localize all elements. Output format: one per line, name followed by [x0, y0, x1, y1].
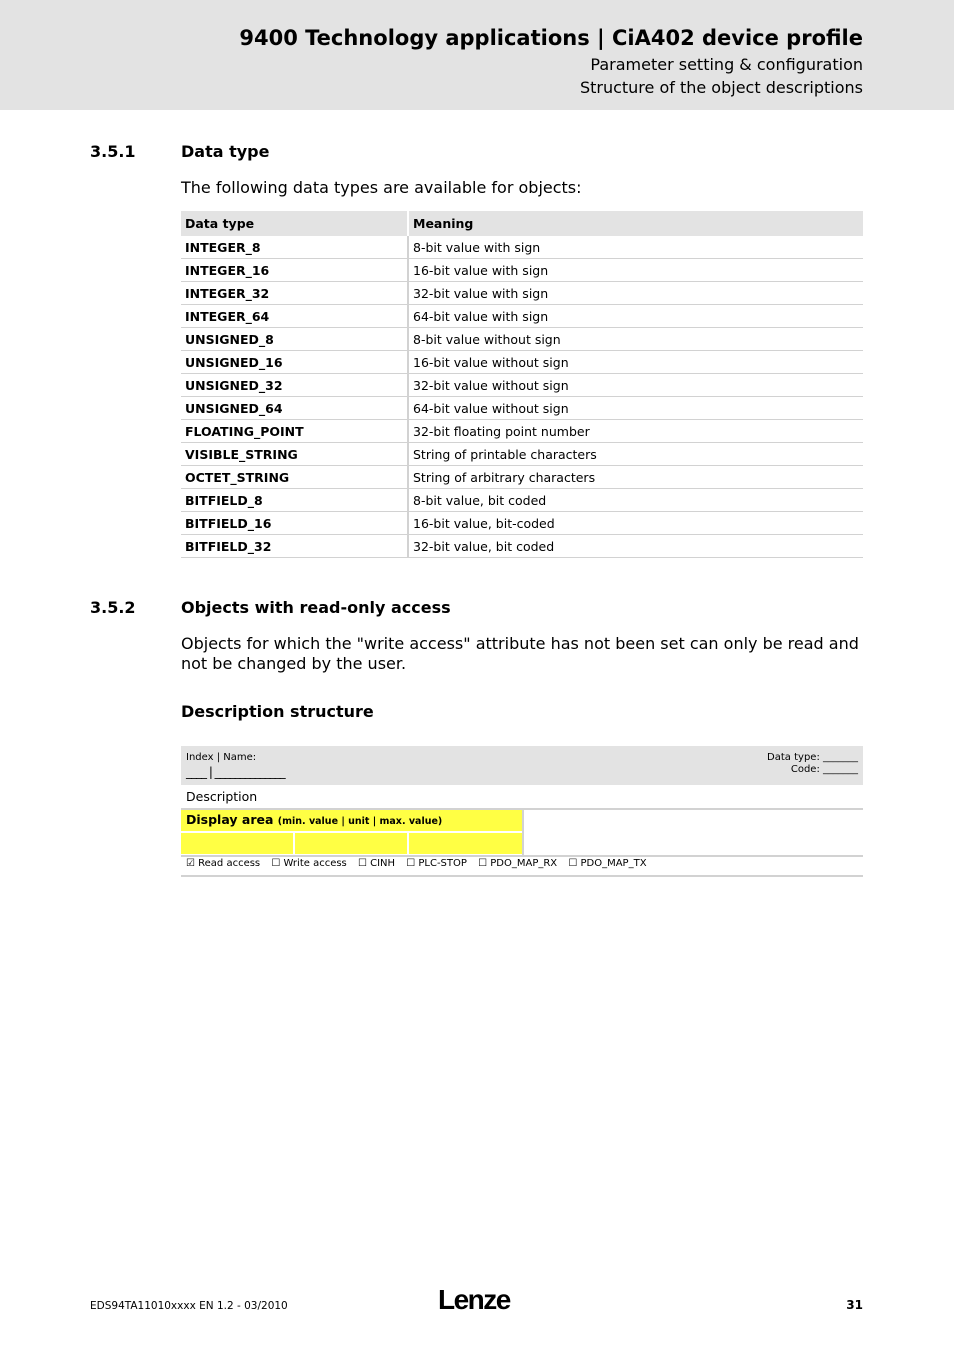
page-number: 31	[846, 1298, 863, 1312]
meaning-cell: 16-bit value, bit-coded	[408, 512, 863, 535]
display-area-hint: (min. value | unit | max. value)	[277, 816, 443, 827]
flag-read-access: ☑ Read access	[186, 858, 261, 869]
meaning-cell: 32-bit value with sign	[408, 282, 863, 305]
display-area-min-cell	[181, 833, 293, 854]
data-type-table	[181, 211, 863, 558]
table-row	[181, 259, 863, 282]
data-type-cell: OCTET_STRING	[181, 466, 408, 489]
section-number: 3.5.2	[90, 598, 136, 617]
meaning-cell: 64-bit value without sign	[408, 397, 863, 420]
data-type-cell: UNSIGNED_8	[181, 328, 408, 351]
display-area-header	[181, 810, 522, 831]
document-title: 9400 Technology applications | CiA402 device profile	[239, 26, 863, 50]
table-row	[181, 397, 863, 420]
meaning-cell: 32-bit value, bit coded	[408, 535, 863, 558]
table-row	[181, 236, 863, 259]
column-header: Data type	[181, 211, 408, 236]
data-type-cell: BITFIELD_8	[181, 489, 408, 512]
meaning-cell: 8-bit value with sign	[408, 236, 863, 259]
table-row	[181, 512, 863, 535]
flag-write-access: ☐ Write access	[271, 858, 347, 869]
data-type-cell: INTEGER_8	[181, 236, 408, 259]
logo-text: Lenze	[438, 1285, 510, 1315]
flag-cinh: ☐ CINH	[357, 858, 396, 869]
data-type-cell: BITFIELD_16	[181, 512, 408, 535]
description-label: Description	[186, 789, 258, 804]
flag-plc-stop: ☐ PLC-STOP	[406, 858, 467, 869]
data-type-cell: UNSIGNED_32	[181, 374, 408, 397]
header-subtitle-chapter: Parameter setting & configuration	[590, 55, 863, 74]
meaning-cell: 16-bit value with sign	[408, 259, 863, 282]
document-id: EDS94TA11010xxxx EN 1.2 - 03/2010	[90, 1300, 288, 1312]
display-area-label: Display area	[186, 812, 274, 827]
data-type-cell: INTEGER_32	[181, 282, 408, 305]
data-type-code-labels	[767, 752, 858, 776]
meaning-cell: 32-bit value without sign	[408, 374, 863, 397]
lenze-logo	[438, 1285, 518, 1319]
meaning-cell: 8-bit value without sign	[408, 328, 863, 351]
data-type-cell: FLOATING_POINT	[181, 420, 408, 443]
flag-pdo-map-tx: ☐ PDO_MAP_TX	[568, 858, 647, 869]
table-row	[181, 305, 863, 328]
section-number: 3.5.1	[90, 142, 136, 161]
table-row	[181, 351, 863, 374]
page-header	[0, 0, 954, 110]
data-type-cell: BITFIELD_32	[181, 535, 408, 558]
code-label: Code: _______	[790, 764, 858, 775]
table-row	[181, 466, 863, 489]
flag-pdo-map-rx: ☐ PDO_MAP_RX	[478, 858, 558, 869]
meaning-cell: String of arbitrary characters	[408, 466, 863, 489]
table-row	[181, 443, 863, 466]
column-header: Meaning	[408, 211, 863, 236]
description-structure-template	[181, 746, 863, 877]
display-area-unit-cell	[295, 833, 407, 854]
index-name-label: Index | Name:	[186, 752, 257, 763]
data-type-cell: INTEGER_16	[181, 259, 408, 282]
data-type-label: Data type: _______	[767, 752, 858, 763]
index-name-placeholder: ____ | ______________	[186, 765, 285, 779]
divider	[522, 810, 524, 855]
subheading: Description structure	[181, 702, 374, 721]
meaning-cell: 32-bit floating point number	[408, 420, 863, 443]
table-row	[181, 374, 863, 397]
data-type-cell: UNSIGNED_64	[181, 397, 408, 420]
table-header-row	[181, 211, 863, 236]
section-body: Objects for which the "write access" attribute has not been set can only be read and not be changed by the user.	[181, 634, 859, 673]
table-row	[181, 328, 863, 351]
table-row	[181, 489, 863, 512]
section-intro: The following data types are available for objects:	[181, 178, 582, 197]
meaning-cell: 16-bit value without sign	[408, 351, 863, 374]
table-row	[181, 420, 863, 443]
data-type-cell: INTEGER_64	[181, 305, 408, 328]
header-subtitle-section: Structure of the object descriptions	[579, 78, 863, 97]
section-title: Data type	[181, 142, 270, 161]
meaning-cell: String of printable characters	[408, 443, 863, 466]
divider	[181, 875, 863, 877]
table-row	[181, 535, 863, 558]
access-flags	[186, 858, 655, 869]
section-title: Objects with read-only access	[181, 598, 451, 617]
divider	[181, 855, 863, 857]
data-type-cell: VISIBLE_STRING	[181, 443, 408, 466]
data-type-cell: UNSIGNED_16	[181, 351, 408, 374]
display-area-max-cell	[409, 833, 522, 854]
meaning-cell: 64-bit value with sign	[408, 305, 863, 328]
table-row	[181, 282, 863, 305]
meaning-cell: 8-bit value, bit coded	[408, 489, 863, 512]
